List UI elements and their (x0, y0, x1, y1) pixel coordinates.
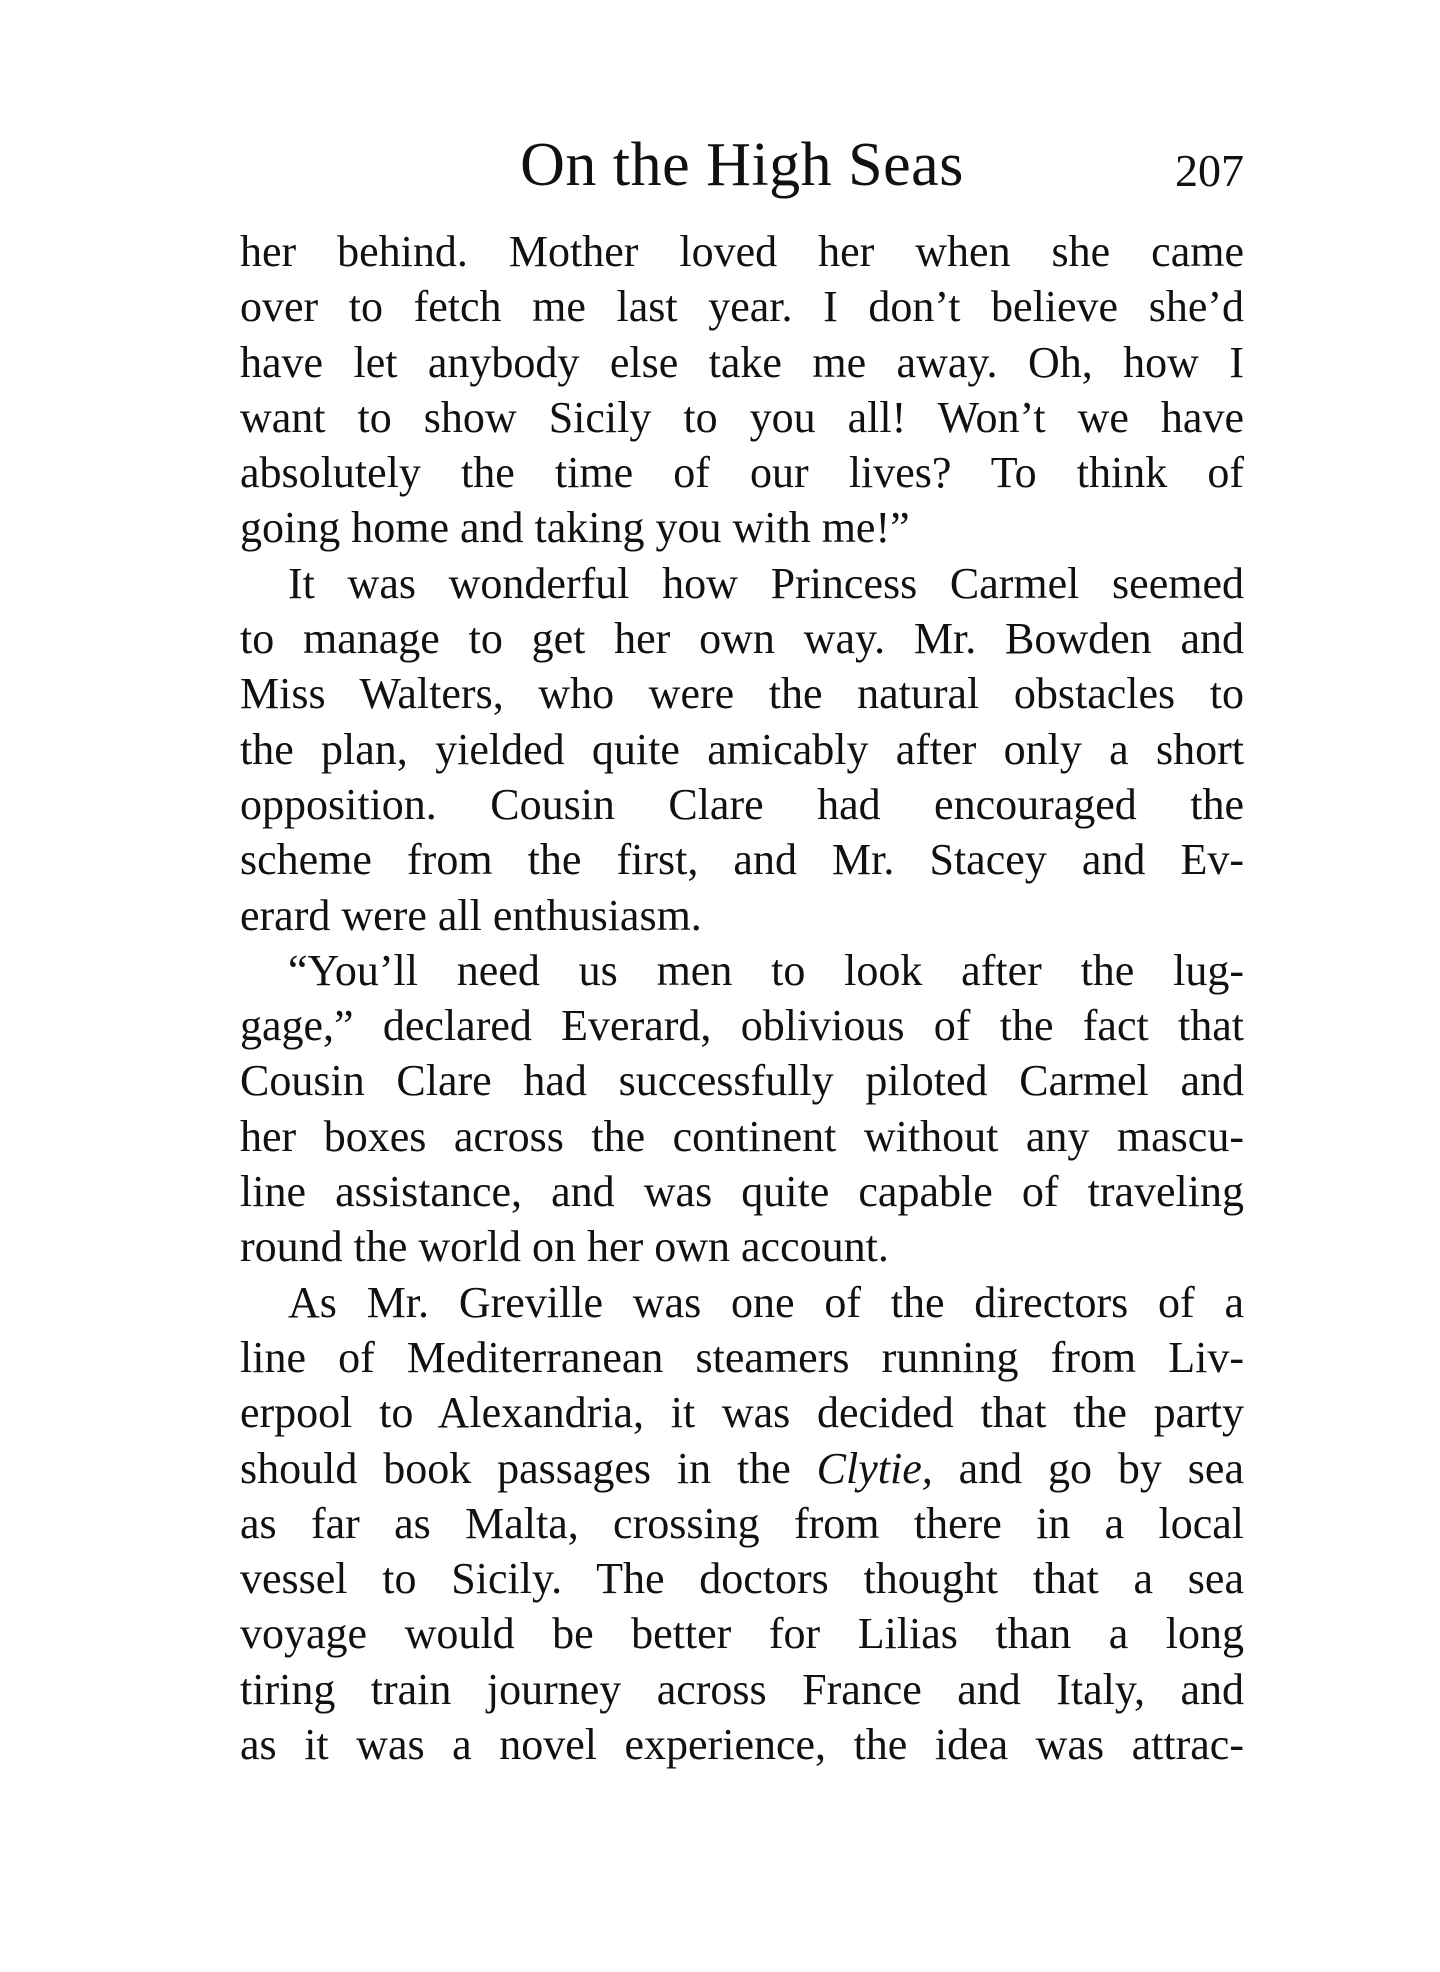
text-line: vessel to Sicily. The doctors thought that a sea (240, 1554, 1244, 1604)
page-header (240, 120, 1244, 210)
text-line: over to fetch me last year. I don’t believe she’d (240, 282, 1244, 332)
text-line: line assistance, and was quite capable of traveling (240, 1167, 1244, 1217)
text-line: scheme from the first, and Mr. Stacey and Ev- (240, 835, 1244, 885)
text-segment: and go by sea (932, 1443, 1244, 1493)
running-title: On the High Seas (520, 131, 964, 199)
text-line: as far as Malta, crossing from there in a local (240, 1498, 1244, 1548)
text-line-with-italic (240, 1441, 1244, 1496)
text-line: absolutely the time of our lives? To think of (240, 448, 1244, 498)
text-line: opposition. Cousin Clare had encouraged the (240, 779, 1244, 829)
text-line: tiring train journey across France and Italy, and (240, 1664, 1244, 1714)
text-segment: should book passages in the (240, 1443, 817, 1493)
text-line: as it was a novel experience, the idea was attrac- (240, 1720, 1244, 1770)
text-line: going home and taking you with me!” (240, 503, 910, 553)
text-line: Miss Walters, who were the natural obstacles to (240, 669, 1244, 719)
paragraph-first-line: “You’ll need us men to look after the lug- (288, 945, 1244, 995)
text-line: Cousin Clare had successfully piloted Carmel and (240, 1056, 1244, 1106)
text-line: erpool to Alexandria, it was decided that the party (240, 1388, 1244, 1438)
text-line: her boxes across the continent without any mascu- (240, 1111, 1244, 1161)
paragraph-first-line: As Mr. Greville was one of the directors of a (288, 1277, 1244, 1327)
body-text (240, 224, 1244, 1772)
text-line: erard were all enthusiasm. (240, 890, 702, 940)
text-line: round the world on her own account. (240, 1222, 889, 1272)
text-line: gage,” declared Everard, oblivious of the fact that (240, 1001, 1244, 1051)
text-line: to manage to get her own way. Mr. Bowden and (240, 614, 1244, 664)
page-number: 207 (1175, 145, 1244, 196)
text-line: want to show Sicily to you all! Won’t we have (240, 392, 1244, 442)
paragraph-first-line: It was wonderful how Princess Carmel seemed (288, 558, 1244, 608)
text-line: have let anybody else take me away. Oh, how I (240, 337, 1244, 387)
text-line: line of Mediterranean steamers running from Liv- (240, 1332, 1244, 1382)
text-line: the plan, yielded quite amicably after only a short (240, 724, 1244, 774)
ship-name-italic: Clytie, (816, 1443, 933, 1493)
text-line: voyage would be better for Lilias than a long (240, 1609, 1244, 1659)
text-line: her behind. Mother loved her when she came (240, 227, 1244, 276)
